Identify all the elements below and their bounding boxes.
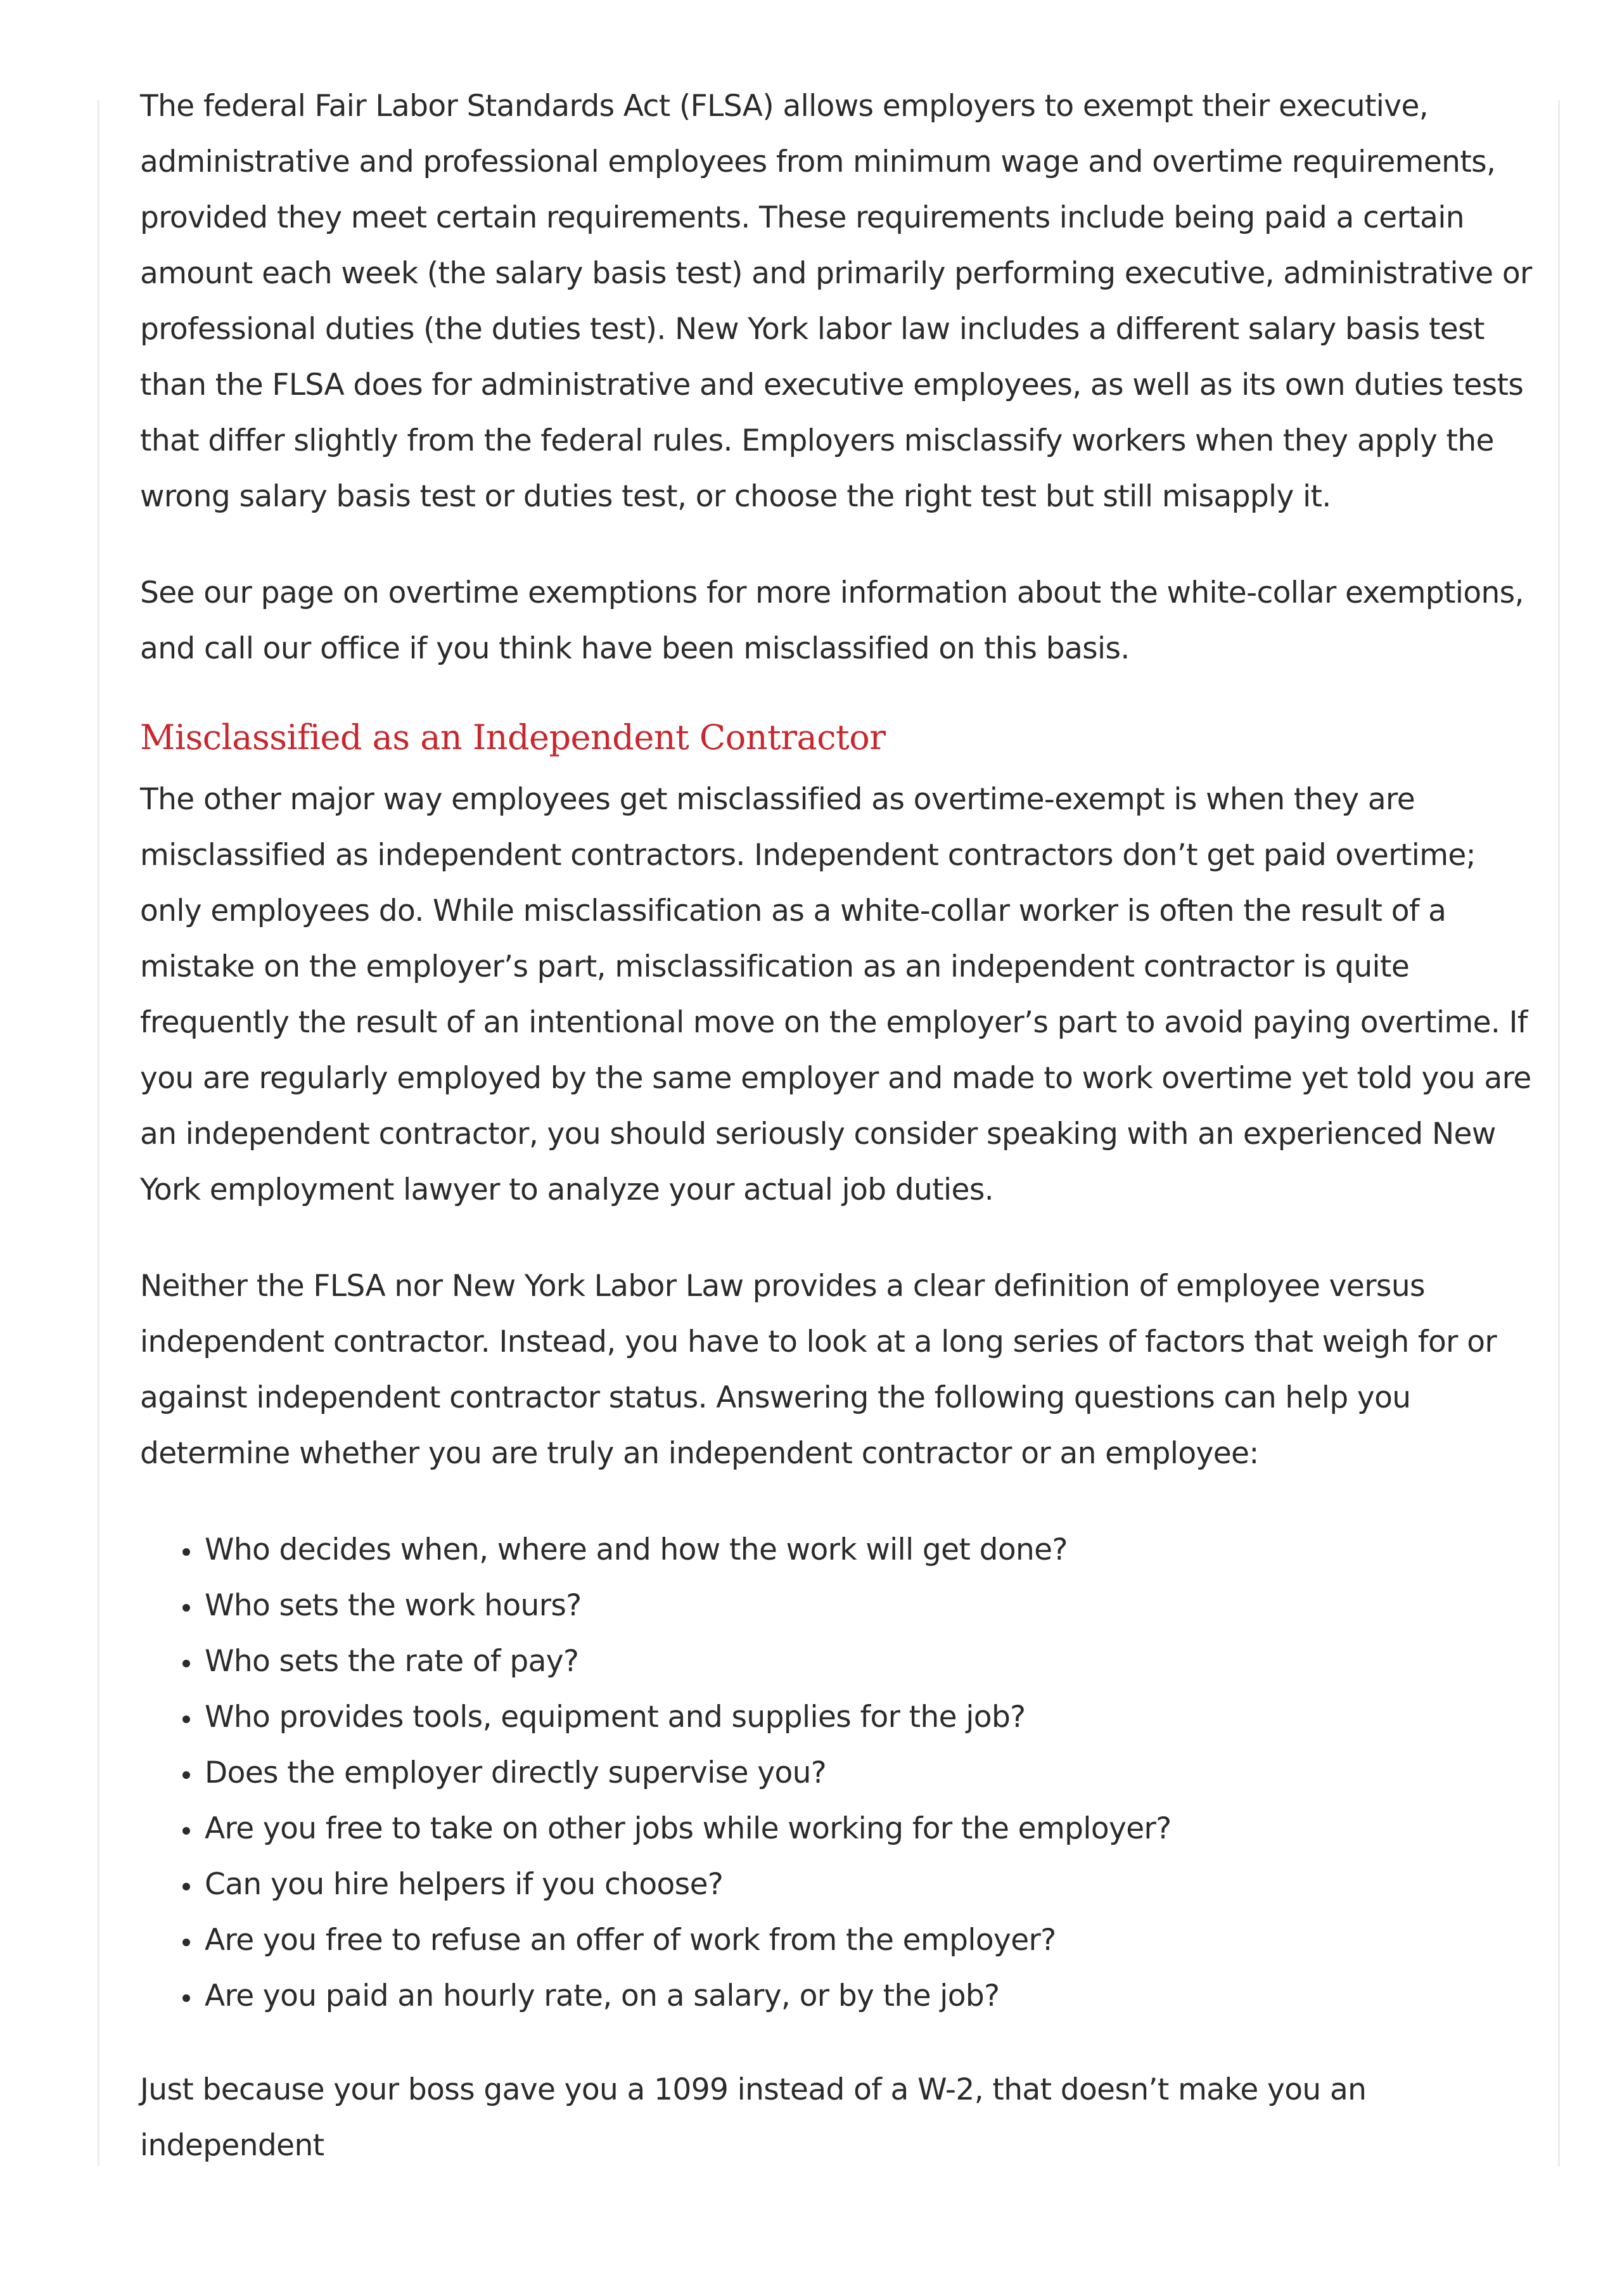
paragraph-misclassified-contractor: The other major way employees get misclassified as overtime-exempt is when they are misclassified as independent contractors. Independent contractors don’t get paid overtime; only employees do. While misclassification as a white-collar worker is often the result of a mistake on the employer’s part, misclassification as an independent contractor is quite frequently the result of an intentional move on the employer’s part to avoid paying overtime. If you are regularly employed by the same employer and made to work overtime yet told you are an independent contractor, you should seriously consider speaking with an experienced New York employment lawyer to analyze your actual job duties. <box>140 782 1531 1207</box>
list-item: • Who provides tools, equipment and supplies for the job? <box>202 1690 1539 1745</box>
paragraph-definition-factors: Neither the FLSA nor New York Labor Law provides a clear definition of employee versus independent contractor. Instead, you have to look at a long series of factors that weigh for or against independent contractor status. Answering the following questions can help you determine whether you are truly an independent contractor or an employee: <box>140 1269 1497 1471</box>
paragraph-flsa-exemptions: The federal Fair Labor Standards Act (FLSA) allows employers to exempt their executive, administrative and professional employees from minimum wage and overtime requirements, provided they meet certain requirements. These requirements include being paid a certain amount each week (the salary basis test) and primarily performing executive, administrative or professional duties (the duties test). New York labor law includes a different salary basis test than the FLSA does for administrative and executive employees, as well as its own duties tests that differ slightly from the federal rules. Employers misclassify workers when they apply the wrong salary basis test or duties test, or choose the right test but still misapply it. <box>140 89 1532 514</box>
list-item: • Are you free to refuse an offer of work from the employer? <box>202 1913 1539 1968</box>
section-heading-independent-contractor: Misclassified as an Independent Contractor <box>140 717 886 757</box>
list-item: • Does the employer directly supervise you? <box>202 1745 1539 1801</box>
list-item: • Who sets the rate of pay? <box>202 1634 1539 1690</box>
list-item: • Can you hire helpers if you choose? <box>202 1857 1539 1913</box>
list-item: • Who decides when, where and how the work will get done? <box>202 1522 1539 1578</box>
list-item: • Are you free to take on other jobs while working for the employer? <box>202 1801 1539 1857</box>
questions-list <box>140 1522 1539 2024</box>
paragraph-1099-note: Just because your boss gave you a 1099 instead of a W-2, that doesn’t make you an independent <box>140 2072 1367 2163</box>
paragraph-overtime-exemptions-link: See our page on overtime exemptions for more information about the white-collar exemptions, and call our office if you think have been misclassified on this basis. <box>140 575 1524 666</box>
list-item: • Are you paid an hourly rate, on a salary, or by the job? <box>202 1968 1539 2024</box>
list-item: • Who sets the work hours? <box>202 1578 1539 1634</box>
article-content <box>98 89 1560 2166</box>
